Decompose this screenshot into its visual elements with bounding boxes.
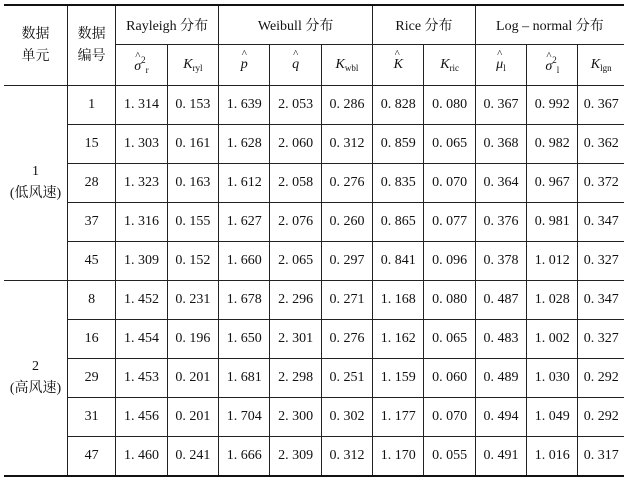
row-id: 47 (68, 437, 116, 476)
param-weibull-q: ^ q (270, 45, 321, 86)
table-row (4, 359, 624, 398)
table-cell: 1. 460 (116, 437, 167, 476)
table-cell: 0. 376 (475, 203, 526, 242)
table-cell: 0. 096 (424, 242, 475, 281)
table-row (4, 86, 624, 125)
table-cell: 0. 327 (578, 320, 624, 359)
row-id: 45 (68, 242, 116, 281)
table-cell: 0. 060 (424, 359, 475, 398)
param-rayleigh-k: $K_{ryl}$ (167, 45, 218, 86)
header-group-rice: Rice 分布 (373, 5, 476, 45)
table-cell: 0. 065 (424, 125, 475, 164)
table-cell: 1. 177 (373, 398, 424, 437)
table-cell: 0. 201 (167, 398, 218, 437)
table-cell: 0. 152 (167, 242, 218, 281)
param-lognormal-mu: ^ $\mu_l$ (475, 45, 526, 86)
table-cell: 1. 303 (116, 125, 167, 164)
table-cell: 0. 487 (475, 281, 526, 320)
table-cell: 0. 155 (167, 203, 218, 242)
table-cell: 1. 650 (219, 320, 270, 359)
table-cell: 0. 982 (527, 125, 578, 164)
table-cell: 1. 002 (527, 320, 578, 359)
table-cell: 0. 070 (424, 398, 475, 437)
row-id: 1 (68, 86, 116, 125)
table-body (4, 86, 624, 476)
table-cell: 0. 080 (424, 86, 475, 125)
param-rice-khat: ^ K (373, 45, 424, 86)
table-cell: 0. 302 (321, 398, 372, 437)
unit-number: 1 (32, 164, 39, 179)
table-cell: 0. 161 (167, 125, 218, 164)
table-cell: 0. 865 (373, 203, 424, 242)
table-cell: 0. 260 (321, 203, 372, 242)
table-cell: 0. 055 (424, 437, 475, 476)
table-cell: 0. 196 (167, 320, 218, 359)
unit-cell-high-wind (4, 281, 68, 476)
distribution-parameter-table (4, 4, 624, 477)
table-cell: 0. 372 (578, 164, 624, 203)
table-cell: 0. 491 (475, 437, 526, 476)
header-data-unit (4, 5, 68, 86)
table-cell: 0. 981 (527, 203, 578, 242)
table-cell: 0. 077 (424, 203, 475, 242)
table-cell: 0. 292 (578, 359, 624, 398)
table-cell: 1. 660 (219, 242, 270, 281)
table-cell: 0. 297 (321, 242, 372, 281)
table-cell: 0. 276 (321, 164, 372, 203)
table-cell: 0. 241 (167, 437, 218, 476)
table-row (4, 398, 624, 437)
table-cell: 1. 454 (116, 320, 167, 359)
table-row (4, 125, 624, 164)
table-cell: 1. 314 (116, 86, 167, 125)
header-data-id (68, 5, 116, 86)
table-cell: 0. 828 (373, 86, 424, 125)
table-cell: 0. 367 (578, 86, 624, 125)
row-id: 28 (68, 164, 116, 203)
table-cell: 1. 316 (116, 203, 167, 242)
table-cell: 0. 276 (321, 320, 372, 359)
table-cell: 0. 347 (578, 203, 624, 242)
header-group-weibull: Weibull 分布 (219, 5, 373, 45)
table-cell: 1. 016 (527, 437, 578, 476)
table-cell: 0. 378 (475, 242, 526, 281)
table-cell: 0. 065 (424, 320, 475, 359)
table-cell: 0. 312 (321, 437, 372, 476)
param-rice-kric: $K_{ric}$ (424, 45, 475, 86)
unit-cell-low-wind (4, 86, 68, 281)
table-cell: 2. 301 (270, 320, 321, 359)
header-data-unit-line1: 数据 (21, 26, 50, 42)
table-cell: 2. 058 (270, 164, 321, 203)
table-cell: 2. 053 (270, 86, 321, 125)
table-cell: 0. 070 (424, 164, 475, 203)
table-cell: 2. 296 (270, 281, 321, 320)
row-id: 31 (68, 398, 116, 437)
table-cell: 1. 453 (116, 359, 167, 398)
table-cell: 0. 292 (578, 398, 624, 437)
table-cell: 1. 309 (116, 242, 167, 281)
table-cell: 0. 489 (475, 359, 526, 398)
table-cell: 0. 362 (578, 125, 624, 164)
table-cell: 2. 060 (270, 125, 321, 164)
table-row (4, 203, 624, 242)
table-row (4, 281, 624, 320)
table-cell: 0. 153 (167, 86, 218, 125)
unit-label: (高风速) (9, 380, 62, 396)
table-row (4, 242, 624, 281)
table-cell: 1. 168 (373, 281, 424, 320)
table-cell: 0. 367 (475, 86, 526, 125)
table-cell: 0. 286 (321, 86, 372, 125)
table-cell: 0. 483 (475, 320, 526, 359)
table-cell: 1. 323 (116, 164, 167, 203)
table-cell: 2. 309 (270, 437, 321, 476)
row-id: 16 (68, 320, 116, 359)
table-cell: 1. 628 (219, 125, 270, 164)
table-cell: 2. 065 (270, 242, 321, 281)
table-cell: 1. 012 (527, 242, 578, 281)
table-cell: 0. 231 (167, 281, 218, 320)
table-cell: 1. 681 (219, 359, 270, 398)
table-cell: 0. 251 (321, 359, 372, 398)
param-rayleigh-sigma: ^ $\sigma^2_r$ (116, 45, 167, 86)
table-row (4, 320, 624, 359)
table-cell: 2. 076 (270, 203, 321, 242)
table-cell: 1. 456 (116, 398, 167, 437)
header-data-id-line2: 编号 (77, 48, 106, 64)
table-cell: 0. 835 (373, 164, 424, 203)
row-id: 37 (68, 203, 116, 242)
param-lognormal-k: $K_{lgn}$ (578, 45, 624, 86)
table-cell: 1. 678 (219, 281, 270, 320)
table-cell: 0. 201 (167, 359, 218, 398)
table-row (4, 437, 624, 476)
table-cell: 0. 992 (527, 86, 578, 125)
param-weibull-k: $K_{wbl}$ (321, 45, 372, 86)
table-cell: 0. 163 (167, 164, 218, 203)
table-cell: 1. 612 (219, 164, 270, 203)
table-cell: 2. 300 (270, 398, 321, 437)
table-cell: 1. 170 (373, 437, 424, 476)
row-id: 8 (68, 281, 116, 320)
table-cell: 1. 639 (219, 86, 270, 125)
table-row (4, 164, 624, 203)
param-lognormal-sigma: ^ $\sigma^2_l$ (527, 45, 578, 86)
table-cell: 1. 049 (527, 398, 578, 437)
header-row-groups (4, 5, 624, 45)
table-cell: 0. 494 (475, 398, 526, 437)
table-cell: 0. 368 (475, 125, 526, 164)
table-cell: 1. 704 (219, 398, 270, 437)
row-id: 29 (68, 359, 116, 398)
header-group-lognormal: Log – normal 分布 (475, 5, 624, 45)
table-cell: 1. 452 (116, 281, 167, 320)
row-id: 15 (68, 125, 116, 164)
table-cell: 0. 364 (475, 164, 526, 203)
param-weibull-p: ^ p (219, 45, 270, 86)
table-cell: 1. 627 (219, 203, 270, 242)
header-group-rayleigh: Rayleigh 分布 (116, 5, 219, 45)
table-cell: 2. 298 (270, 359, 321, 398)
header-data-unit-line2: 单元 (21, 48, 50, 64)
table-cell: 1. 162 (373, 320, 424, 359)
table-cell: 0. 312 (321, 125, 372, 164)
table-container (4, 4, 624, 477)
table-cell: 0. 317 (578, 437, 624, 476)
table-cell: 0. 859 (373, 125, 424, 164)
table-cell: 1. 028 (527, 281, 578, 320)
table-cell: 0. 080 (424, 281, 475, 320)
table-cell: 0. 271 (321, 281, 372, 320)
table-cell: 0. 347 (578, 281, 624, 320)
table-cell: 1. 666 (219, 437, 270, 476)
table-cell: 1. 159 (373, 359, 424, 398)
unit-label: (低风速) (9, 186, 62, 201)
unit-number: 2 (32, 358, 39, 374)
header-data-id-line1: 数据 (77, 26, 106, 42)
table-cell: 0. 841 (373, 242, 424, 281)
table-cell: 0. 327 (578, 242, 624, 281)
table-cell: 0. 967 (527, 164, 578, 203)
table-cell: 1. 030 (527, 359, 578, 398)
